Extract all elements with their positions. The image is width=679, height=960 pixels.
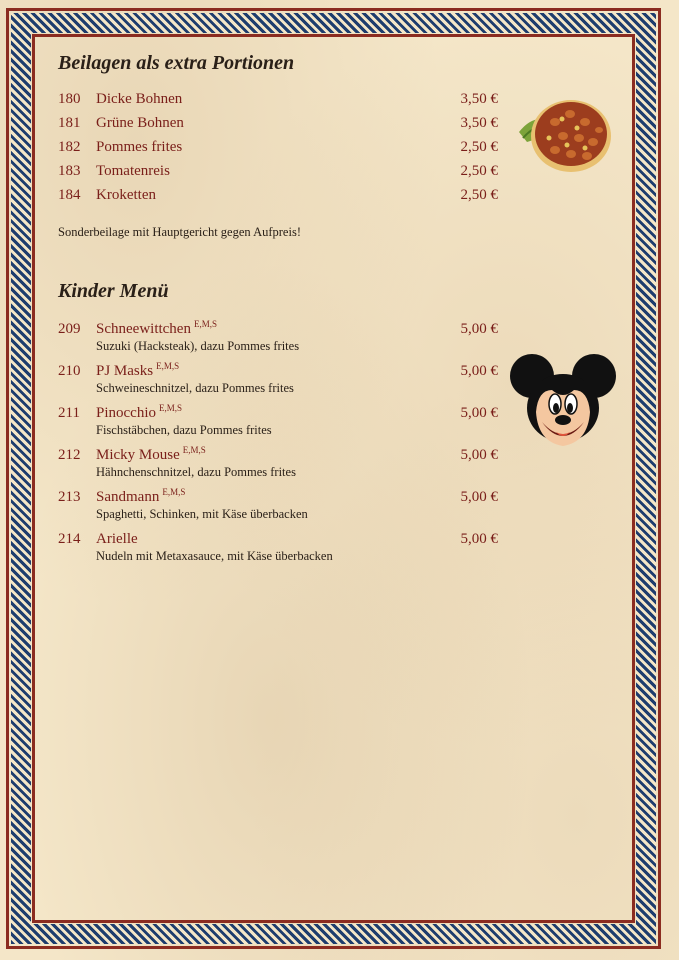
item-number: 209 xyxy=(58,321,81,337)
item-number: 182 xyxy=(58,139,81,155)
baked-beans-image xyxy=(515,92,613,178)
item-name: Micky Mouse $^{E,M,S}$ xyxy=(96,445,206,463)
sides-note: Sonderbeilage mit Hauptgericht gegen Aufpreis! xyxy=(58,225,301,239)
allergen-codes: E,M,S xyxy=(159,403,183,413)
item-price: 5,00 € xyxy=(460,405,498,421)
list-item xyxy=(58,487,528,524)
allergen-codes: E,M,S xyxy=(182,445,206,455)
item-price: 5,00 € xyxy=(460,489,498,505)
item-description: Spaghetti, Schinken, mit Käse überbacken xyxy=(96,507,308,521)
sides-title: Beilagen als extra Portionen xyxy=(58,52,295,74)
list-item xyxy=(58,319,528,356)
list-item xyxy=(58,91,528,115)
list-item xyxy=(58,445,528,482)
item-number: 180 xyxy=(58,91,81,107)
item-name: Tomatenreis xyxy=(96,163,170,179)
item-price: 5,00 € xyxy=(460,363,498,379)
item-price: 3,50 € xyxy=(460,115,498,131)
item-name: Sandmann $^{E,M,S}$ xyxy=(96,487,186,505)
kids-title: Kinder Menü xyxy=(58,280,169,302)
item-number: 183 xyxy=(58,163,81,179)
item-name: Pinocchio $^{E,M,S}$ xyxy=(96,403,183,421)
list-item xyxy=(58,529,528,566)
item-name: Grüne Bohnen xyxy=(96,115,184,131)
item-name: Dicke Bohnen xyxy=(96,91,183,107)
allergen-codes: E,M,S xyxy=(162,487,186,497)
item-number: 214 xyxy=(58,531,81,547)
item-name: PJ Masks $^{E,M,S}$ xyxy=(96,361,180,379)
allergen-codes: E,M,S xyxy=(156,361,180,371)
item-description: Hähnchenschnitzel, dazu Pommes frites xyxy=(96,465,296,479)
sides-list xyxy=(58,91,528,211)
mickey-mouse-image xyxy=(508,350,618,455)
item-description: Suzuki (Hacksteak), dazu Pommes frites xyxy=(96,339,300,353)
item-price: 3,50 € xyxy=(460,91,498,107)
item-name: Kroketten xyxy=(96,187,156,203)
item-number: 212 xyxy=(58,447,81,463)
item-name: Arielle xyxy=(96,531,138,547)
item-name: Schneewittchen $^{E,M,S}$ xyxy=(96,319,217,337)
list-item xyxy=(58,115,528,139)
item-number: 181 xyxy=(58,115,81,131)
allergen-codes: E,M,S xyxy=(193,319,217,329)
menu-content xyxy=(58,52,528,571)
item-description: Schweineschnitzel, dazu Pommes frites xyxy=(96,381,294,395)
list-item xyxy=(58,163,528,187)
item-name: Pommes frites xyxy=(96,139,183,155)
item-description: Fischstäbchen, dazu Pommes frites xyxy=(96,423,272,437)
item-price: 5,00 € xyxy=(460,321,498,337)
item-price: 2,50 € xyxy=(460,187,498,203)
item-price: 5,00 € xyxy=(460,531,498,547)
item-number: 210 xyxy=(58,363,81,379)
item-price: 5,00 € xyxy=(460,447,498,463)
item-number: 213 xyxy=(58,489,81,505)
list-item xyxy=(58,403,528,440)
item-price: 2,50 € xyxy=(460,163,498,179)
item-number: 211 xyxy=(58,405,80,421)
list-item xyxy=(58,187,528,211)
item-number: 184 xyxy=(58,187,81,203)
list-item xyxy=(58,139,528,163)
item-price: 2,50 € xyxy=(460,139,498,155)
kids-section xyxy=(58,280,528,566)
item-description: Nudeln mit Metaxasauce, mit Käse überbacken xyxy=(96,549,333,563)
list-item xyxy=(58,361,528,398)
